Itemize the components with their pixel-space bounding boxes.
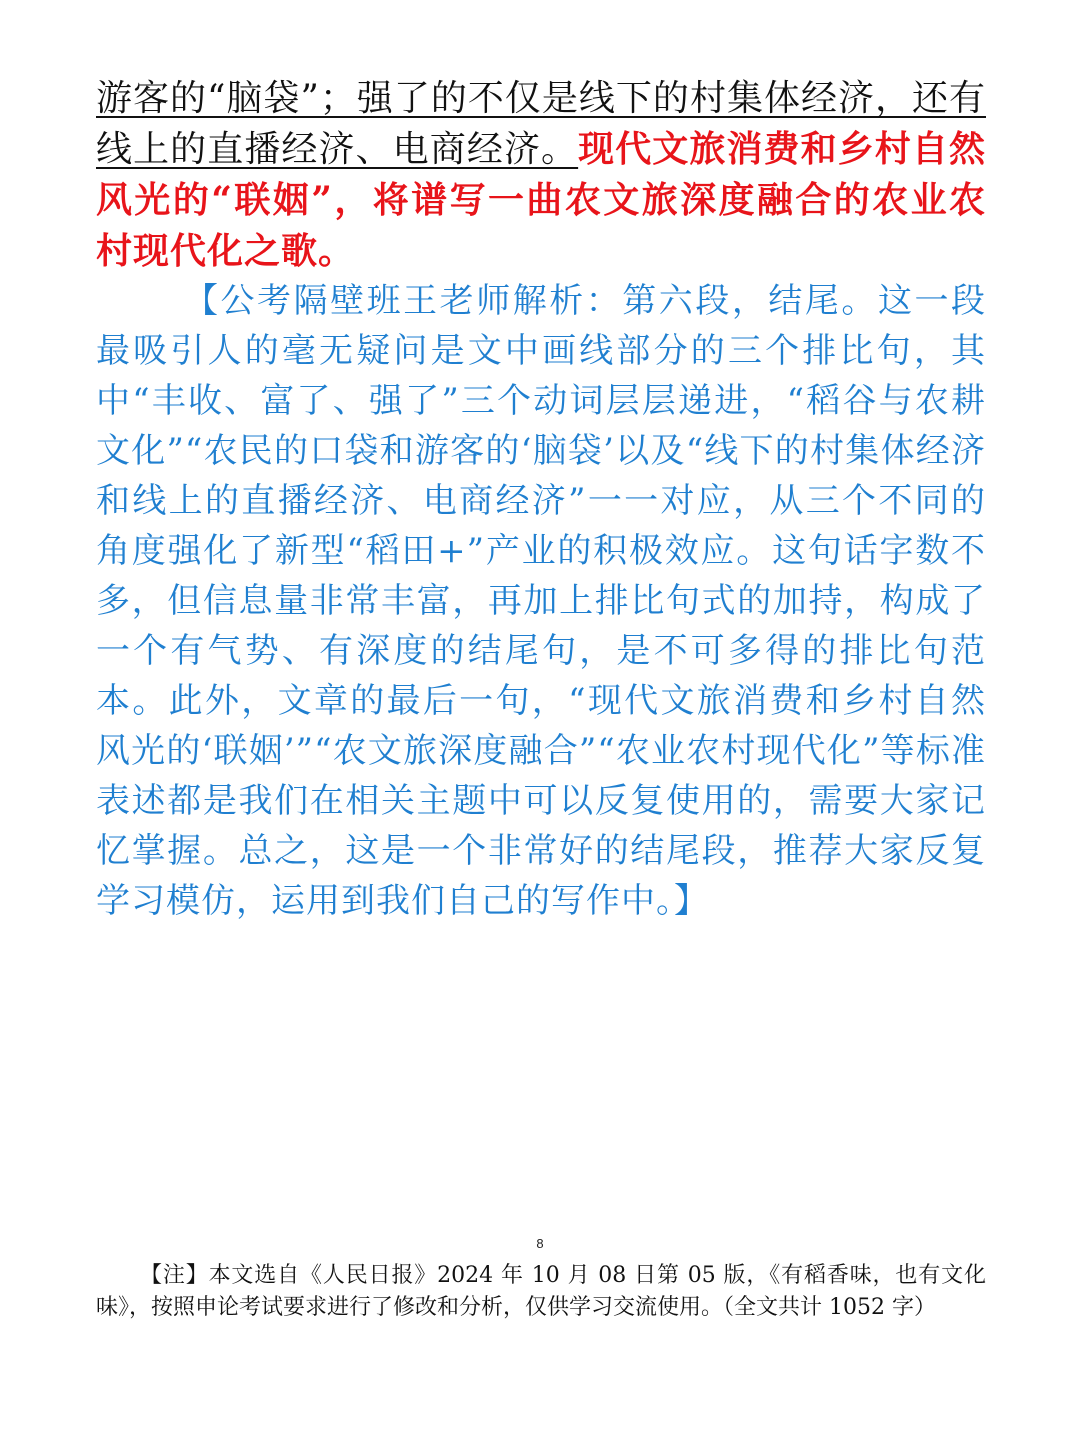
source-footnote: 【注】本文选自《人民日报》2024 年 10 月 08 日第 05 版，《有稻香味，也有文化味》，按照申论考试要求进行了修改和分析，仅供学习交流使用。（全文共计 1052 字）: [96, 1263, 986, 1320]
underlined-parallel-sentence: 游客的“脑袋”；强了的不仅是线下的村集体经济，还有线上的直播经济、电商经济。: [96, 78, 986, 170]
article-closing-paragraph: [96, 74, 986, 277]
highlighted-final-sentence: 现代文旅消费和乡村自然风光的“联姻”，将谱写一曲农文旅深度融合的农业农村现代化之歌。: [96, 128, 986, 272]
teacher-analysis-paragraph: 【公考隔壁班王老师解析：第六段，结尾。这一段最吸引人的毫无疑问是文中画线部分的三个排比句，其中“丰收、富了、强了”三个动词层层递进，“稻谷与农耕文化”“农民的口袋和游客的‘脑袋’以及“线下的村集体经济和线上的直播经济、电商经济”一一对应，从三个不同的角度强化了新型“稻田+”产业的积极效应。这句话字数不多，但信息量非常丰富，再加上排比句式的加持，构成了一个有气势、有深度的结尾句，是不可多得的排比句范本。此外，文章的最后一句，“现代文旅消费和乡村自然风光的‘联姻’”“农文旅深度融合”“农业农村现代化”等标准表述都是我们在相关主题中可以反复使用的，需要大家记忆掌握。总之，这是一个非常好的结尾段，推荐大家反复学习模仿，运用到我们自己的写作中。】: [96, 281, 986, 921]
page-number: 8: [536, 1236, 544, 1251]
